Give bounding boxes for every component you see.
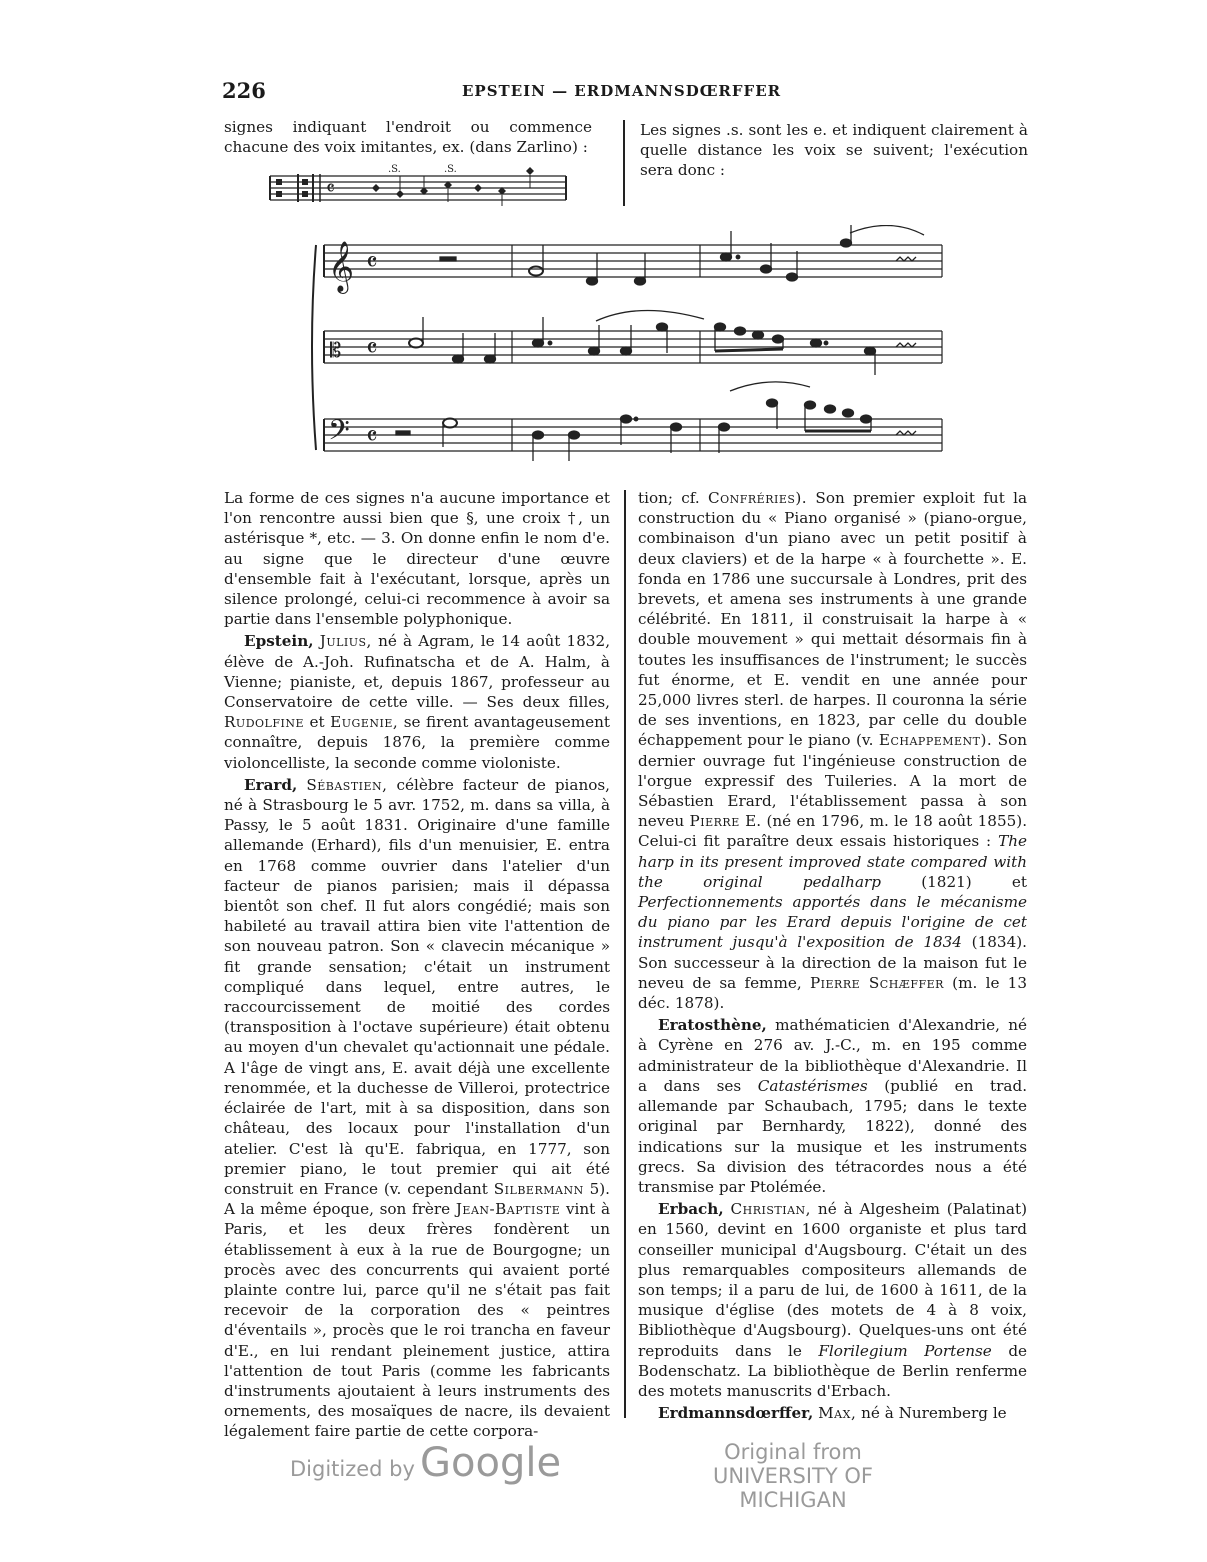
- column-divider-top: [623, 120, 625, 206]
- top-right-text: [640, 120, 1028, 181]
- page-number: 226: [222, 78, 266, 103]
- book-title: Perfectionnements apportés dans le mécanisme du piano par les Erard depuis l'origine de cet instrument jusqu'à l'exposition de 1834: [638, 893, 1027, 952]
- entry-text: et: [309, 713, 325, 732]
- person-name: Pierre: [689, 812, 740, 831]
- entry-given-name: Max,: [818, 1404, 857, 1423]
- entry-text: de Bodenschatz. La bibliothèque de Berlin renferme des motets manuscrits d'Erbach.: [638, 1341, 1028, 1400]
- entry-text: né à Nuremberg le: [861, 1404, 1007, 1423]
- entry-headword: Erdmannsdœrffer,: [658, 1404, 814, 1423]
- entry-text: Son dernier ouvrage fut l'ingénieuse construction de l'orgue expressif des Tuileries. A la mort de Sébastien Erard, l'établissement passa à son neveu: [638, 731, 1028, 831]
- entry-text: (m. le 13 déc. 1878).: [638, 973, 1028, 1013]
- entry-eratosthene: [638, 1015, 1027, 1197]
- page-header: [222, 78, 1022, 108]
- person-name: Jean-Baptiste: [455, 1200, 561, 1219]
- person-name: Pierre Schæffer: [809, 973, 944, 992]
- cross-reference: Echappement).: [878, 731, 993, 750]
- entry-text: tion; cf.: [638, 489, 700, 507]
- entry-text: né à Agram, le 14 août 1832, élève de A.-Joh. Rufinatscha et de A. Halm, à Vienne; pianiste, et, depuis 1867, professeur au Conservatoire de cette ville. — Ses deux filles,: [224, 632, 611, 712]
- execution-intro: Les signes .s. sont les e. et indiquent clairement à quelle distance les voix se suivent; l'exécution sera donc :: [640, 121, 1028, 180]
- entry-erard: [224, 775, 610, 1442]
- entry-headword: Eratosthène,: [658, 1016, 767, 1035]
- book-title: The harp in its present improved state compared with the original pedalharp: [638, 832, 1027, 891]
- entry-erdmannsdoerffer: [638, 1403, 1027, 1423]
- university-of-michigan-watermark: [668, 1440, 918, 1512]
- entry-given-name: Christian,: [730, 1200, 811, 1219]
- right-column: [638, 488, 1027, 1423]
- svg-text:𝄴: 𝄴: [366, 248, 378, 278]
- cross-reference: Confréries).: [707, 489, 808, 507]
- entry-erbach: [638, 1199, 1027, 1401]
- svg-text:𝄢: 𝄢: [328, 414, 350, 454]
- svg-text:𝄴: 𝄴: [326, 176, 335, 200]
- zarlino-intro: signes indiquant l'endroit ou commence chacune des voix imitantes, ex. (dans Zarlino) :: [224, 118, 592, 157]
- entry-text: E. (né en 1796, m. le 18 août 1855). Celui-ci fit paraître deux essais historiques :: [638, 812, 1028, 851]
- entry-headword: Epstein,: [244, 632, 314, 651]
- entry-given-name: Sébastien,: [306, 775, 388, 794]
- digitized-label: Digitized by: [290, 1457, 415, 1481]
- svg-text:.S.: .S.: [444, 164, 457, 175]
- entry-text: mathématicien d'Alexandrie, né à Cyrène en 276 av. J.-C., m. en 195 comme administrateur de la bibliothèque d'Alexandrie. Il a dans ses: [638, 1016, 1027, 1095]
- person-name: Rudolfine: [224, 713, 304, 732]
- svg-text:𝄞: 𝄞: [328, 241, 355, 292]
- entry-text: (publié en trad. allemande par Schaubach, 1795; dans le texte original par Bernhardy, 1822), donné des indications sur la musique et les instruments grecs. Sa division des tétracordes nous a été transmise par Ptolémée.: [638, 1076, 1028, 1196]
- entry-text: (1834). Son successeur à la direction de la maison fut le neveu de sa femme,: [638, 933, 1027, 992]
- cross-reference: Silbermann: [493, 1179, 584, 1198]
- university-label: UNIVERSITY OF MICHIGAN: [713, 1464, 873, 1512]
- book-title: Catastérismes: [757, 1076, 868, 1095]
- left-column: [224, 488, 610, 1442]
- erard-continued: [638, 488, 1027, 1013]
- entry-headword: Erbach,: [658, 1200, 724, 1219]
- signes-paragraph: La forme de ces signes n'a aucune importance et l'on rencontre aussi bien que §, une croix †, un astérisque *, etc. — 3. On donne enfin le nom d'e. au signe que le directeur d'une œuvre d'ensemble fait à l'exécutant, lorsque, après un silence prolongé, celui-ci recommence à avoir sa partie dans l'ensemble polyphonique.: [224, 489, 610, 629]
- entry-headword: Erard,: [244, 775, 298, 794]
- book-title: Florilegium Portense: [818, 1341, 992, 1360]
- entry-text: se firent avantageusement connaître, depuis 1876, la première comme violoncelliste, la seconde comme violoniste.: [224, 713, 611, 772]
- entry-epstein: [224, 631, 610, 772]
- entry-text: Son premier exploit fut la construction du « Piano organisé » (piano-orgue, combinaison d'un piano avec un petit positif à deux claviers) et de la harpe « à fourchette ». E. fonda en 1786 une succursale à Londres, prit des brevets, et amena ses instruments à une grande célébrité. En 1811, il construisait la harpe à « double mouvement » qui mettait désormais fin à toutes les insuffisances de l'instrument; le succès fut énorme, et E. vendit en une année pour 25,000 livres sterl. de harpes. Il couronna la série de ses inventions, en 1823, par celle du double échappement pour le piano (v.: [638, 489, 1027, 750]
- original-from-label: Original from: [724, 1440, 862, 1464]
- person-name: Eugenie,: [330, 713, 399, 732]
- entry-text: né à Algesheim (Palatinat) en 1560, devint en 1600 organiste et plus tard conseiller municipal d'Augsbourg. C'était un des plus remarquables compositeurs allemands de son temps; il a paru de lui, de 1600 à 1611, de la musique d'église (des motets de 4 à 8 voix, Bibliothèque d'Augsbourg). Quelques-uns ont été reproduits dans le: [638, 1200, 1028, 1360]
- entry-text: 5). A la même époque, son frère: [224, 1179, 610, 1219]
- zarlino-staff-example: [268, 162, 570, 210]
- top-left-text: [224, 117, 592, 157]
- digitized-by-google-watermark: [290, 1440, 561, 1486]
- music-example-three-staves: [310, 225, 958, 470]
- svg-text:𝄴: 𝄴: [366, 334, 378, 364]
- google-label: Google: [420, 1440, 562, 1486]
- running-title: EPSTEIN — ERDMANNSDŒRFFER: [462, 82, 782, 100]
- svg-text:.S.: .S.: [388, 164, 401, 175]
- column-divider: [624, 490, 626, 1418]
- svg-text:𝄴: 𝄴: [366, 422, 378, 452]
- entry-text: célèbre facteur de pianos, né à Strasbourg le 5 avr. 1752, m. dans sa villa, à Passy, le 5 août 1831. Originaire d'une famille allemande (Erhard), fils d'un menuisier, E. entra en 1768 comme ouvrier dans l'atelier d'un facteur de pianos parisien; mais il dépassa bientôt son chef. Il fut alors congédié; mais son habileté au travail attira bien vite l'attention de son nouveau patron. Son « clavecin mécanique » fit grande sensation; c'était un instrument compliqué dans lequel, entre autres, le raccourcissement de moitié des cordes (transposition à l'octave supérieure) était obtenu au moyen d'un chevalet qu'actionnait une pédale. A l'âge de vingt ans, E. avait déjà une excellente renommée, et la duchesse de Villeroi, protectrice éclairée de l'art, mit à sa disposition, dans son château, des locaux pour l'installation d'un atelier. C'est là qu'E. fabriqua, en 1777, son premier piano, le tout premier qui ait été construit en France (v. cependant: [224, 775, 611, 1198]
- entry-given-name: Julius,: [319, 632, 372, 651]
- svg-text:𝄡: 𝄡: [330, 338, 342, 362]
- entry-text: (1821) et: [921, 872, 1028, 891]
- entry-text: vint à Paris, et les deux frères fondèrent un établissement à eux à la rue de Bourgogne; un procès avec des concurrents qui avaient porté plainte contre lui, parce qu'il ne s'était pas fait recevoir de la corporation des « peintres d'éventails », procès que le roi trancha en faveur d'E., en lui rendant pleinement justice, attira l'attention de tout Paris (comme les fabricants d'instruments ajoutaient à leurs instruments des ornements, des mosaïques de nacre, ils devaient légalement faire partie de cette corpora-: [224, 1200, 611, 1441]
